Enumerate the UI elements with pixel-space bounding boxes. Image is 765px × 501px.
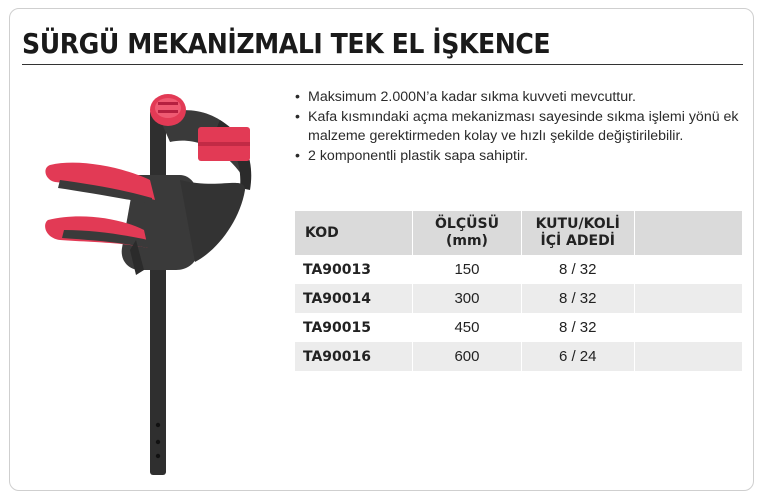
cell-adet: 8 / 32: [521, 284, 634, 313]
cell-kod: TA90014: [295, 284, 413, 313]
cell-adet: 8 / 32: [521, 255, 634, 284]
header-kutu-line1: KUTU/KOLİ: [535, 216, 620, 232]
header-kutu-line2: İÇİ ADEDİ: [540, 233, 615, 249]
feature-item: • 2 komponentli plastik sapa sahiptir.: [294, 147, 744, 167]
cell-kod: TA90013: [295, 255, 413, 284]
header-olcusu-line2: (mm): [445, 233, 488, 249]
table-row: [295, 284, 743, 313]
table-header-row: [295, 211, 743, 255]
header-olcusu: [413, 211, 521, 255]
header-kod: KOD: [295, 211, 413, 255]
feature-item: • Maksimum 2.000N’a kadar sıkma kuvveti mevcuttur.: [294, 88, 744, 108]
cell-kod: TA90016: [295, 342, 413, 371]
cell-empty: [634, 284, 742, 313]
feature-item: • Kafa kısmındaki açma mekanizması sayesinde sıkma işlemi yönü ek malzeme gerektirmeden kolay ve hızlı şekilde değiştirilebilir.: [294, 108, 744, 147]
cell-adet: 8 / 32: [521, 313, 634, 342]
table-row: [295, 255, 743, 284]
clamp-product-image: [40, 80, 280, 480]
title-divider: [22, 64, 743, 65]
cell-empty: [634, 342, 742, 371]
clamp-bar: [150, 110, 166, 475]
cell-olcu: 600: [413, 342, 521, 371]
cell-olcu: 150: [413, 255, 521, 284]
page-title: SÜRGÜ MEKANİZMALI TEK EL İŞKENCE: [22, 27, 551, 60]
feature-list: [294, 88, 744, 166]
cell-kod: TA90015: [295, 313, 413, 342]
cell-empty: [634, 255, 742, 284]
cell-olcu: 450: [413, 313, 521, 342]
cell-empty: [634, 313, 742, 342]
table-row: [295, 342, 743, 371]
cell-adet: 6 / 24: [521, 342, 634, 371]
table-row: [295, 313, 743, 342]
cell-olcu: 300: [413, 284, 521, 313]
header-empty: [634, 211, 742, 255]
header-olcusu-line1: ÖLÇÜSÜ: [435, 216, 499, 232]
header-kutu-koli: [521, 211, 634, 255]
spec-table: [295, 211, 743, 371]
